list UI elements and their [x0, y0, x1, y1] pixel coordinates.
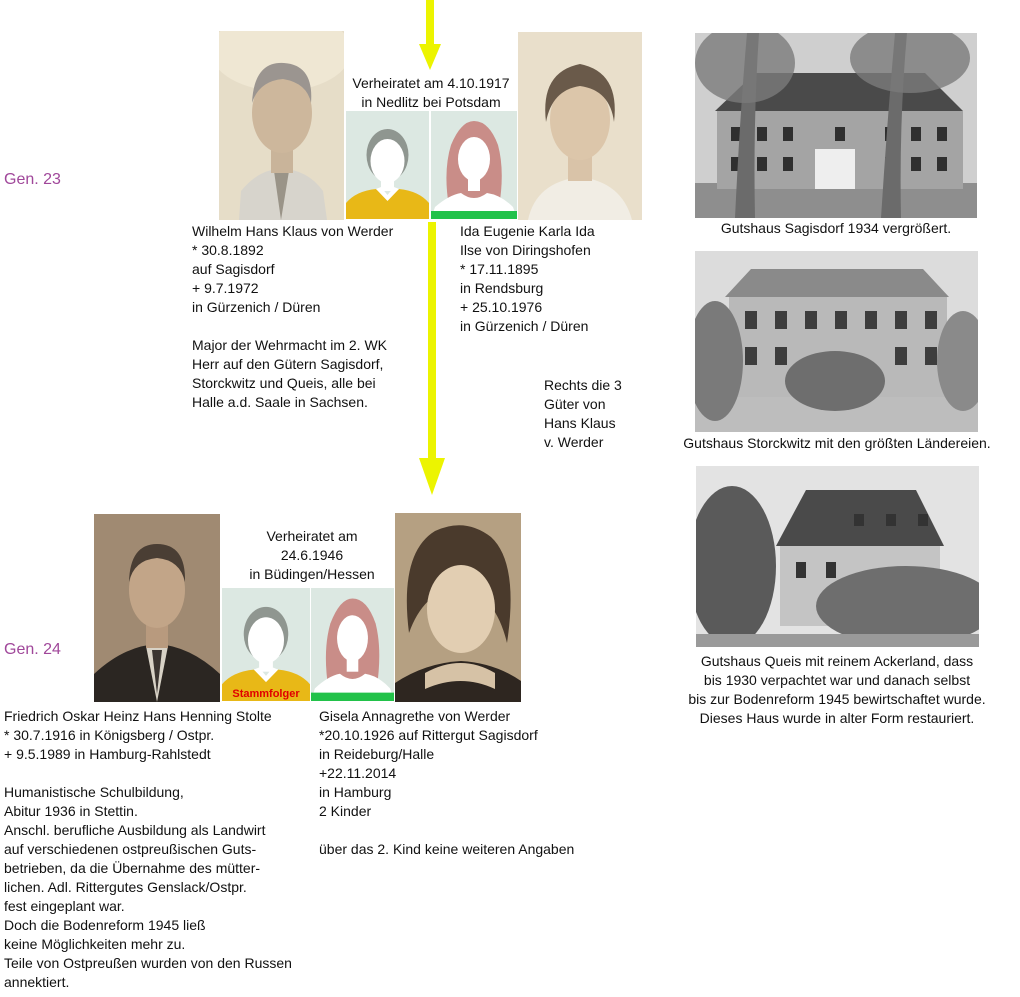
person-ida-details: Ida Eugenie Karla Ida Ilse von Diringshofen * 17.11.1895 in Rendsburg + 25.10.1976 in Gürzenich / Düren — [460, 223, 595, 334]
person-gisela-details: Gisela Annagrethe von Werder *20.10.1926 auf Rittergut Sagisdorf in Reideburg/Halle +22.11.2014 in Hamburg 2 Kinder über das 2. Kind keine weiteren Angaben — [319, 708, 575, 857]
caption-sagisdorf: Gutshaus Sagisdorf 1934 vergrößert. — [720, 220, 952, 236]
male-avatar-icon — [346, 111, 429, 219]
stammfolger-label: Stammfolger — [232, 688, 300, 700]
photo-gutshaus-queis — [696, 466, 979, 647]
generation-label-24: Gen. 24 — [4, 641, 61, 658]
portrait-ida — [518, 32, 642, 220]
generation-label-23: Gen. 23 — [4, 171, 61, 188]
photo-gutshaus-sagisdorf — [695, 33, 977, 218]
caption-queis: Gutshaus Queis mit reinem Ackerland, dass bis 1930 verpachtet war und danach selbst bis zur Bodenreform 1945 bewirtschaftet wurde. Dieses Haus wurde in alter Form restauriert. — [688, 653, 986, 726]
male-avatar-icon — [222, 588, 310, 701]
descent-arrow-top — [419, 0, 441, 72]
person-friedrich-details: Friedrich Oskar Heinz Hans Henning Stolte * 30.7.1916 in Königsberg / Ostpr. + 9.5.1989 in Hamburg-Rahlstedt Humanistische Schulbildung, Abitur 1936 in Stettin. Anschl. berufliche Ausbildung als Landwirt auf verschiedenen ostpreußischen Guts- betrieben, da die Übernahme des mütter- lichen. Adl. Rittergutes Genslack/Ostpr. fest eingeplant war. Doch die Bodenreform 1945 ließ keine Möglichkeiten mehr zu. Teile von Ostpreußen wurden von den Russen annektiert. — [4, 708, 292, 990]
marriage-info-gen24: Verheiratet am 24.6.1946 in Büdingen/Hessen — [249, 528, 375, 582]
female-avatar-icon — [311, 588, 394, 701]
portrait-friedrich — [94, 514, 220, 702]
portrait-gisela — [395, 513, 521, 702]
marriage-info-gen23: Verheiratet am 4.10.1917 in Nedlitz bei Potsdam — [352, 75, 510, 110]
portrait-wilhelm — [219, 31, 344, 220]
estates-note: Rechts die 3 Güter von Hans Klaus v. Werder — [544, 377, 622, 450]
person-wilhelm-details: Wilhelm Hans Klaus von Werder * 30.8.1892 auf Sagisdorf + 9.7.1972 in Gürzenich / Düren Major der Wehrmacht im 2. WK Herr auf den Gütern Sagisdorf, Storckwitz und Queis, alle bei Halle a.d. Saale in Sachsen. — [192, 223, 394, 410]
female-avatar-icon — [431, 111, 517, 219]
photo-gutshaus-storckwitz — [695, 251, 978, 432]
caption-storckwitz: Gutshaus Storckwitz mit den größten Ländereien. — [683, 435, 991, 451]
